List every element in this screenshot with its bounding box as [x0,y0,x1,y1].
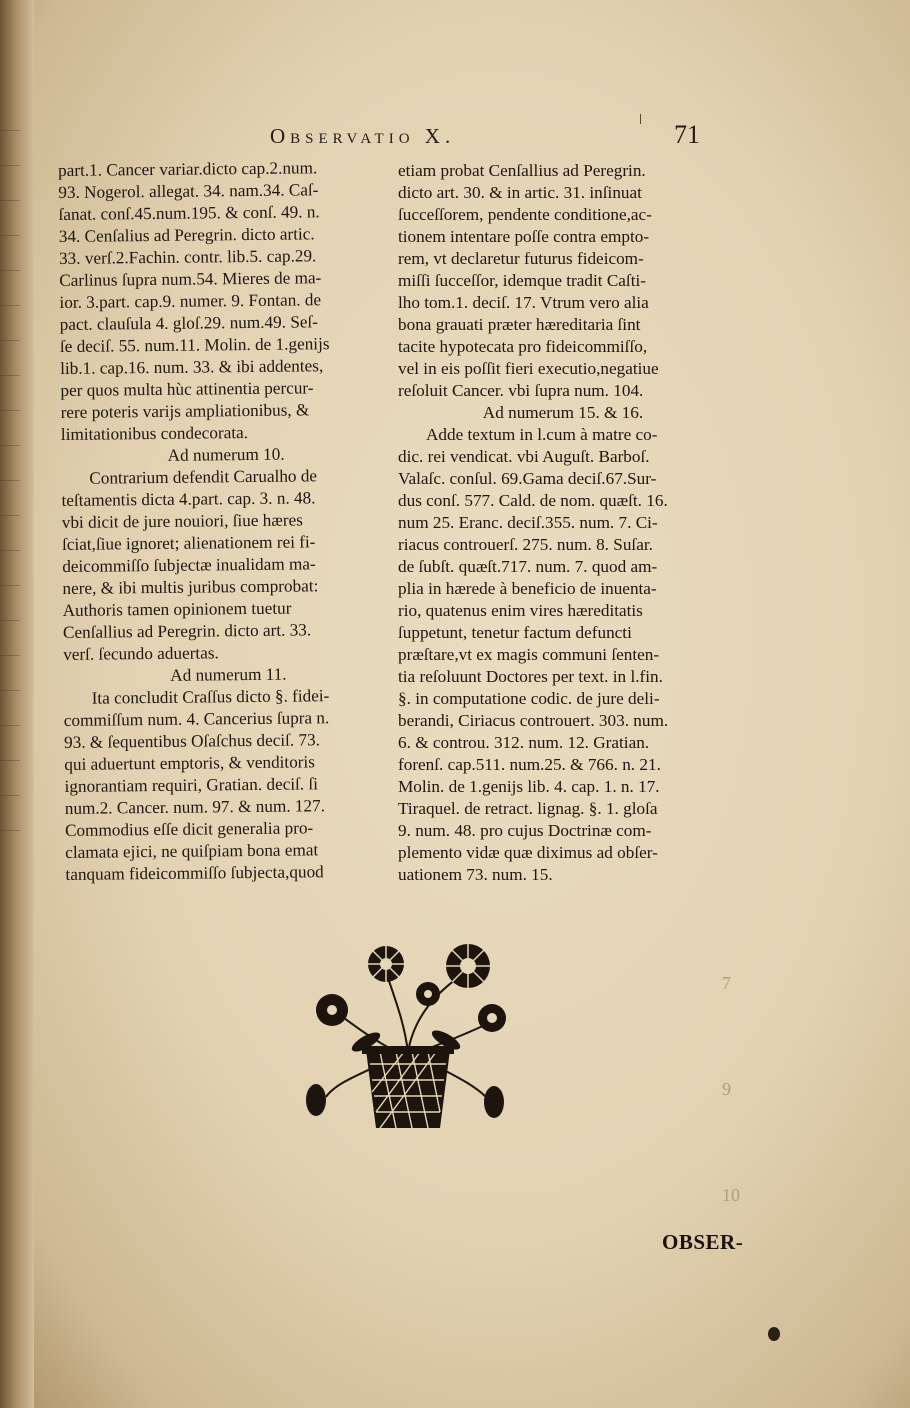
text-line: de ſubſt. quæſt.717. num. 7. quod am- [398,557,658,576]
text-line: dus conſ. 577. Cald. de nom. quæſt. 16. [398,491,668,510]
catchword: OBSER- [662,1230,744,1254]
text-line: berandi, Ciriacus controuert. 303. num. [398,711,669,730]
text-line: rem, vt declaretur futurus fideicom- [398,249,644,268]
text-line: §. in computatione codic. de jure deli- [398,689,660,708]
text-line: rere poteris varijs ampliationibus, & [60,400,310,422]
text-line: tia reſoluunt Doctores per text. in l.fin. [398,667,663,686]
text-line: Ita concludit Craſſus dicto §. fidei- [91,686,330,708]
text-line: Tiraquel. de retract. lignag. §. 1. gloſa [398,799,658,818]
text-line: uationem 73. num. 15. [398,865,553,884]
text-line: reſoluit Cancer. vbi ſupra num. 104. [398,381,644,400]
text-line: 9. num. 48. pro cujus Doctrinæ com- [398,821,652,840]
text-line: commiſſum num. 4. Cancerius ſupra n. [63,708,330,730]
text-line: verſ. ſecundo aduertas. [63,643,219,664]
text-line: lho tom.1. deciſ. 17. Vtrum vero alia [398,293,649,312]
text-line: etiam probat Cenſallius ad Peregrin. [398,161,646,180]
text-line: Contrarium defendit Carualho de [89,466,318,488]
text-line: Adde textum in l.cum à matre co- [426,425,658,444]
text-line: vbi dicit de jure nouiori, ſiue hæres [61,510,303,532]
text-line: Valaſc. conſul. 69.Gama deciſ.67.Sur- [398,469,657,488]
section-heading: Ad numerum 11. [170,664,287,685]
text-line: Cenſallius ad Peregrin. dicto art. 33. [62,620,312,642]
flower-basket-woodcut [296,932,520,1130]
text-line: ſciat,ſiue ignoret; alienationem rei fi- [61,532,316,554]
text-line: Authoris tamen opinionem tuetur [62,598,292,620]
page-number: 71 [674,120,700,149]
text-line: rio, quatenus enim vires hæreditatis [398,601,643,620]
text-line: nere, & ibi multis juribus comprobat: [62,576,319,598]
text-line: 93. Nogerol. allegat. 34. nam.34. Caſ- [58,180,319,202]
text-line: tanquam fideicommiſſo ſubjecta,quod [65,862,324,884]
text-line: præſtare,vt ex magis communi ſenten- [398,645,660,664]
text-line: pact. clauſula 4. gloſ.29. num.49. Seſ- [59,312,319,334]
text-line: limitationibus condecorata. [60,423,249,444]
text-line: plia in hærede à beneficio de inuenta- [398,579,657,598]
text-line: Carlinus ſupra num.54. Mieres de ma- [59,268,322,290]
section-heading: Ad numerum 15. & 16. [482,403,644,422]
left-column [58,157,396,886]
text-line: 93. & ſequentibus Oſaſchus deciſ. 73. [64,730,321,752]
text-line: lib.1. cap.16. num. 33. & ibi addentes, [60,356,324,378]
text-line: dic. rei vendicat. vbi Auguſt. Barboſ. [398,447,650,466]
text-line: num 25. Eranc. deciſ.355. num. 7. Ci- [398,513,658,532]
print-mark [640,114,641,124]
text-line: miſſi ſucceſſor, idemque tradit Caſti- [398,271,646,290]
text-line: deicommiſſo ſubjectæ inualidam ma- [62,554,316,576]
text-line: clamata ejici, ne quiſpiam bona emat [65,840,319,862]
text-line: vel in eis poſſit fieri executio,negatiue [398,359,659,378]
section-heading: Ad numerum 10. [167,444,285,465]
text-line: tionem intentare poſſe contra empto- [398,227,650,246]
text-line: bona grauati præter hæreditaria ſint [398,315,641,334]
text-line: part.1. Cancer variar.dicto cap.2.num. [58,158,318,180]
running-head: Observatio X. [270,124,456,148]
text-line: ſucceſſorem, pendente conditione,ac- [398,205,652,224]
right-column [398,160,728,886]
text-line: riacus controuerſ. 275. num. 8. Suſar. [398,535,653,554]
text-line: Commodius eſſe dicit generalia pro- [64,818,314,840]
text-line: 33. verſ.2.Fachin. contr. lib.5. cap.29. [58,246,317,268]
text-line: plemento vidæ quæ diximus ad obſer- [398,843,658,862]
text-line: Molin. de 1.genijs lib. 4. cap. 1. n. 17. [398,777,660,796]
text-line: tacite hypotecata pro fideicommiſſo, [398,337,648,356]
text-line: dicto art. 30. & in artic. 31. inſinuat [398,183,642,202]
text-line: ſanat. conſ.45.num.195. & conſ. 49. n. [58,202,320,224]
text-line: ſe deciſ. 55. num.11. Molin. de 1.genijs [59,334,330,356]
text-line: 34. Cenſalius ad Peregrin. dicto artic. [58,224,315,246]
text-line: per quos multa hùc attinentia percur- [60,378,314,400]
text-line: ior. 3.part. cap.9. numer. 9. Fontan. de [59,290,322,312]
text-line: num.2. Cancer. num. 97. & num. 127. [64,796,326,818]
text-line: ſuppetunt, tenetur factum defuncti [398,623,632,642]
gutter-shadow-lines [0,130,28,930]
ink-stain [768,1327,780,1341]
text-line: teſtamentis dicta 4.part. cap. 3. n. 48. [61,488,316,510]
bleed-through-marks: 7 9 10 [722,973,740,1205]
text-line: ignorantiam requiri, Gratian. deciſ. ſi [64,774,319,796]
text-line: 6. & controu. 312. num. 12. Gratian. [398,733,650,752]
text-line: forenſ. cap.511. num.25. & 766. n. 21. [398,755,661,774]
text-line: qui aduertunt emptoris, & venditoris [64,752,316,774]
